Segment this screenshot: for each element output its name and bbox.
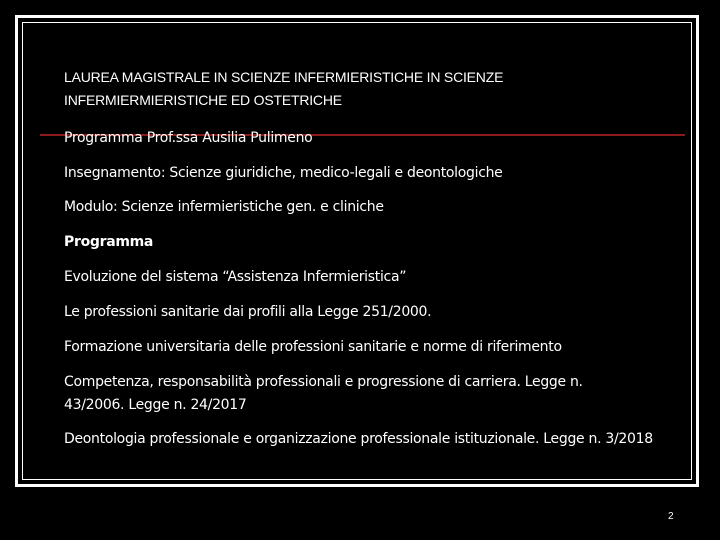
title-line-1: LAUREA MAGISTRALE IN SCIENZE INFERMIERISTICHE IN SCIENZE	[64, 69, 504, 85]
page-number: 2	[668, 511, 674, 522]
program-item-4: Competenza, responsabilità professionali e progressione di carriera. Legge n. 43/2006. Legge n. 24/2017	[64, 374, 583, 413]
title-line-2: INFERMIERMIERISTICHE ED OSTETRICHE	[64, 92, 342, 108]
program-heading: Programma	[64, 234, 154, 250]
program-item-5: Deontologia professionale e organizzazione professionale istituzionale. Legge n. 3/2018	[64, 431, 653, 447]
program-item-1: Evoluzione del sistema “Assistenza Infermieristica”	[64, 269, 407, 285]
module-line: Modulo: Scienze infermieristiche gen. e cliniche	[64, 199, 384, 215]
program-item-2: Le professioni sanitarie dai profili alla Legge 251/2000.	[64, 304, 432, 320]
professor-line: Programma Prof.ssa Ausilia Pulimeno	[64, 130, 313, 146]
slide-title	[64, 66, 624, 112]
course-line: Insegnamento: Scienze giuridiche, medico-legali e deontologiche	[64, 165, 503, 181]
program-item-3: Formazione universitaria delle professioni sanitarie e norme di riferimento	[64, 339, 562, 355]
